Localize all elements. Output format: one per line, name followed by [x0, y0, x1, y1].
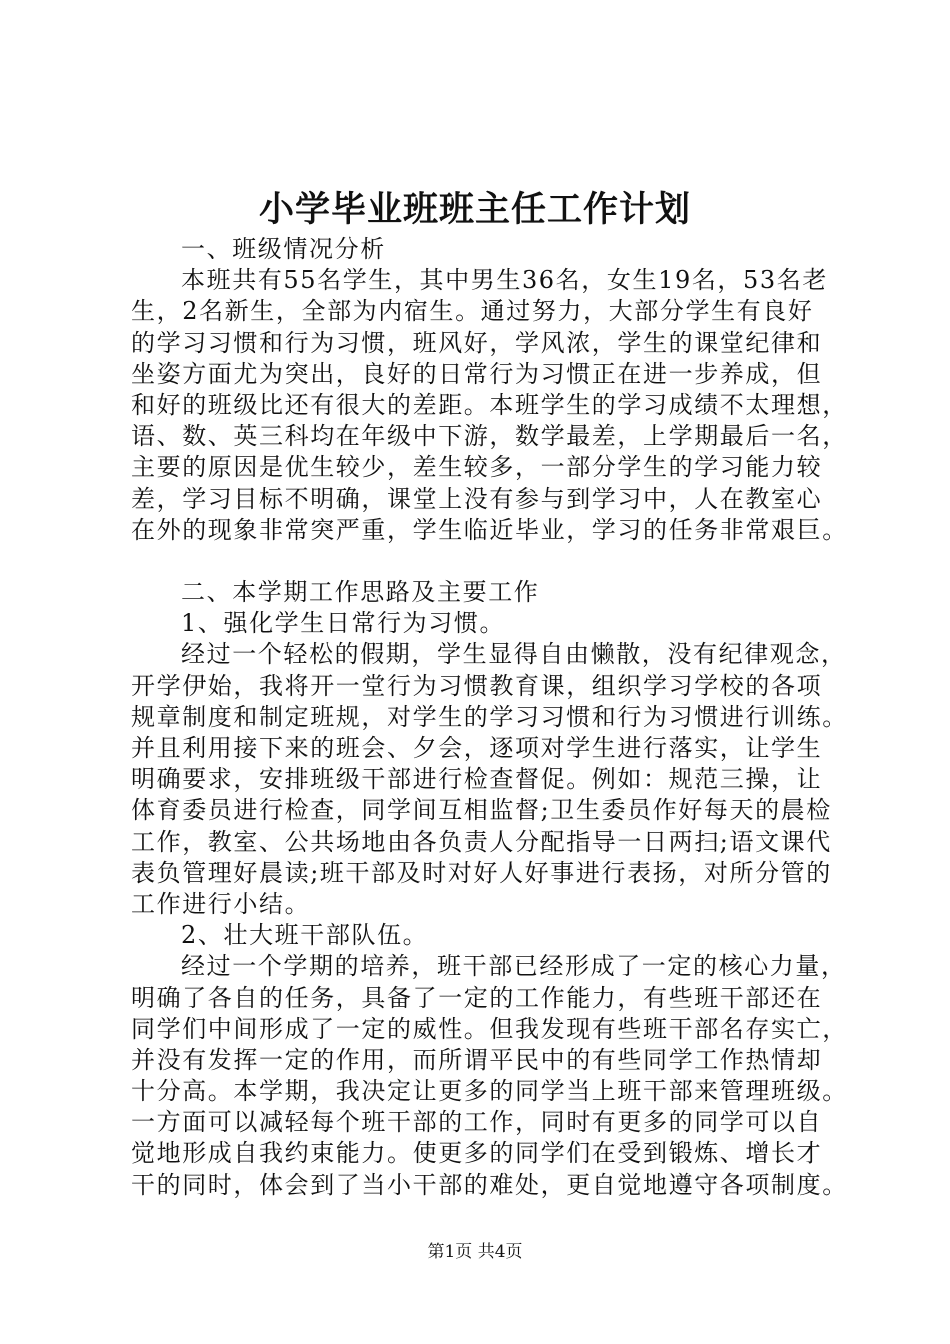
text-line: 十分高。本学期，我决定让更多的同学当上班干部来管理班级。 — [131, 1077, 848, 1106]
text-line: 规章制度和制定班规，对学生的学习习惯和行为习惯进行训练。 — [131, 702, 848, 731]
text-line: 2、壮大班干部队伍。 — [181, 921, 429, 950]
text-line: 一、班级情况分析 — [181, 235, 386, 263]
text-line: 经过一个轻松的假期，学生显得自由懒散，没有纪律观念， — [181, 640, 847, 669]
text-line: 工作进行小结。 — [131, 889, 311, 918]
text-line: 工作，教室、公共场地由各负责人分配指导一日两扫;语文课代 — [131, 827, 832, 856]
text-line: 一方面可以减轻每个班干部的工作，同时有更多的同学可以自 — [131, 1108, 823, 1137]
text-line: 体育委员进行检查，同学间互相监督;卫生委员作好每天的晨检 — [131, 796, 832, 825]
text-line: 明确要求，安排班级干部进行检查督促。例如：规范三操，让 — [131, 765, 823, 794]
document-body — [131, 234, 848, 1201]
text-line: 表负管理好晨读;班干部及时对好人好事进行表扬，对所分管的 — [131, 858, 832, 887]
blank-line — [131, 546, 836, 577]
text-line: 二、本学期工作思路及主要工作 — [181, 578, 540, 607]
text-line: 坐姿方面尤为突出，良好的日常行为习惯正在进一步养成，但 — [131, 359, 823, 388]
text-line: 在外的现象非常突严重，学生临近毕业，学习的任务非常艰巨。 — [131, 515, 848, 544]
text-line: 主要的原因是优生较少，差生较多，一部分学生的学习能力较 — [131, 453, 823, 482]
text-line: 经过一个学期的培养，班干部已经形成了一定的核心力量， — [181, 952, 847, 981]
text-line: 并且利用接下来的班会、夕会，逐项对学生进行落实，让学生 — [131, 734, 823, 762]
text-line: 本班共有55名学生，其中男生36名，女生19名，53名老 — [181, 266, 828, 295]
text-line: 开学伊始，我将开一堂行为习惯教育课，组织学习学校的各项 — [131, 671, 823, 700]
text-line: 和好的班级比还有很大的差距。本班学生的学习成绩不太理想， — [131, 390, 848, 419]
text-line: 差，学习目标不明确，课堂上没有参与到学习中，人在教室心 — [131, 484, 823, 513]
text-line: 干的同时，体会到了当小干部的难处，更自觉地遵守各项制度。 — [131, 1170, 848, 1199]
text-line: 明确了各自的任务，具备了一定的工作能力，有些班干部还在 — [131, 983, 823, 1012]
text-line: 的学习习惯和行为习惯，班风好，学风浓，学生的课堂纪律和 — [131, 328, 823, 357]
text-line: 并没有发挥一定的作用，而所谓平民中的有些同学工作热情却 — [131, 1045, 823, 1074]
text-line: 1、强化学生日常行为习惯。 — [181, 609, 506, 638]
text-line: 觉地形成自我约束能力。使更多的同学们在受到锻炼、增长才 — [131, 1139, 823, 1168]
text-line: 语、数、英三科均在年级中下游，数学最差，上学期最后一名， — [131, 422, 848, 451]
page-footer: 第1页 共4页 — [427, 1242, 523, 1262]
text-line: 生，2名新生，全部为内宿生。通过努力，大部分学生有良好 — [131, 297, 814, 326]
document-title: 小学毕业班班主任工作计划 — [258, 189, 691, 230]
text-line: 同学们中间形成了一定的威性。但我发现有些班干部名存实亡， — [131, 1014, 848, 1043]
